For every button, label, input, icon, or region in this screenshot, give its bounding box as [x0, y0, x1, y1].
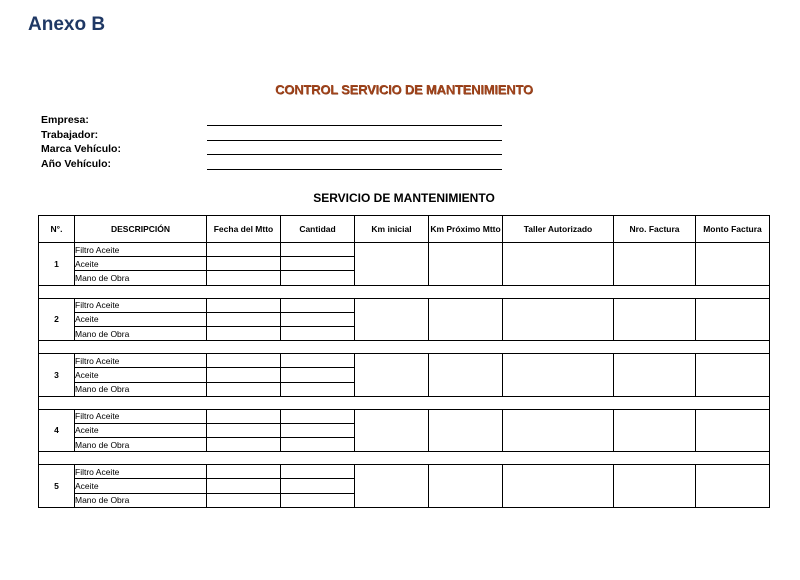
factura-cell[interactable] [614, 409, 696, 452]
km-inicial-cell[interactable] [355, 465, 429, 508]
km-proximo-cell[interactable] [429, 298, 503, 341]
description-cell: Aceite [75, 423, 207, 437]
row-number: 5 [39, 465, 75, 508]
fecha-cell[interactable] [207, 465, 281, 479]
km-inicial-cell[interactable] [355, 354, 429, 397]
cantidad-cell[interactable] [281, 465, 355, 479]
spacer-cell [39, 452, 770, 465]
km-proximo-cell[interactable] [429, 409, 503, 452]
header-fields [41, 113, 511, 171]
empresa-input-line[interactable] [207, 125, 502, 126]
monto-cell[interactable] [696, 465, 770, 508]
taller-cell[interactable] [503, 298, 614, 341]
fecha-cell[interactable] [207, 257, 281, 271]
column-header: Cantidad [281, 216, 355, 243]
description-cell: Mano de Obra [75, 493, 207, 507]
marca-vehiculo-input-line[interactable] [207, 154, 502, 155]
monto-cell[interactable] [696, 409, 770, 452]
fecha-cell[interactable] [207, 354, 281, 368]
monto-cell[interactable] [696, 354, 770, 397]
column-header: Fecha del Mtto [207, 216, 281, 243]
maintenance-table [38, 215, 770, 508]
description-cell: Mano de Obra [75, 271, 207, 285]
field-marca-vehiculo [41, 142, 511, 157]
fecha-cell[interactable] [207, 271, 281, 285]
table-row [39, 465, 770, 479]
fecha-cell[interactable] [207, 409, 281, 423]
km-proximo-cell[interactable] [429, 465, 503, 508]
row-number: 2 [39, 298, 75, 341]
fecha-cell[interactable] [207, 493, 281, 507]
fecha-cell[interactable] [207, 423, 281, 437]
group-spacer-row [39, 341, 770, 354]
km-proximo-cell[interactable] [429, 354, 503, 397]
cantidad-cell[interactable] [281, 354, 355, 368]
factura-cell[interactable] [614, 354, 696, 397]
trabajador-input-line[interactable] [207, 140, 502, 141]
taller-cell[interactable] [503, 409, 614, 452]
description-cell: Aceite [75, 368, 207, 382]
fecha-cell[interactable] [207, 243, 281, 257]
km-proximo-cell[interactable] [429, 243, 503, 286]
field-label: Empresa: [41, 114, 89, 126]
description-cell: Filtro Aceite [75, 354, 207, 368]
column-header: Monto Factura [696, 216, 770, 243]
cantidad-cell[interactable] [281, 368, 355, 382]
field-label: Marca Vehículo: [41, 143, 121, 155]
table-row [39, 243, 770, 257]
description-cell: Mano de Obra [75, 326, 207, 340]
description-cell: Aceite [75, 479, 207, 493]
cantidad-cell[interactable] [281, 326, 355, 340]
km-inicial-cell[interactable] [355, 298, 429, 341]
row-number: 3 [39, 354, 75, 397]
cantidad-cell[interactable] [281, 312, 355, 326]
ano-vehiculo-input-line[interactable] [207, 169, 502, 170]
fecha-cell[interactable] [207, 298, 281, 312]
description-cell: Filtro Aceite [75, 409, 207, 423]
column-header: Km Próximo Mtto [429, 216, 503, 243]
fecha-cell[interactable] [207, 312, 281, 326]
taller-cell[interactable] [503, 354, 614, 397]
description-cell: Aceite [75, 312, 207, 326]
description-cell: Filtro Aceite [75, 465, 207, 479]
factura-cell[interactable] [614, 243, 696, 286]
column-header: Nro. Factura [614, 216, 696, 243]
cantidad-cell[interactable] [281, 423, 355, 437]
field-trabajador [41, 128, 511, 143]
cantidad-cell[interactable] [281, 271, 355, 285]
column-header: DESCRIPCIÓN [75, 216, 207, 243]
field-label: Año Vehículo: [41, 157, 112, 170]
fecha-cell[interactable] [207, 326, 281, 340]
monto-cell[interactable] [696, 243, 770, 286]
spacer-cell [39, 396, 770, 409]
fecha-cell[interactable] [207, 438, 281, 452]
km-inicial-cell[interactable] [355, 409, 429, 452]
cantidad-cell[interactable] [281, 409, 355, 423]
spacer-cell [39, 341, 770, 354]
cantidad-cell[interactable] [281, 479, 355, 493]
fecha-cell[interactable] [207, 368, 281, 382]
group-spacer-row [39, 452, 770, 465]
cantidad-cell[interactable] [281, 298, 355, 312]
group-spacer-row [39, 396, 770, 409]
cantidad-cell[interactable] [281, 493, 355, 507]
description-cell: Aceite [75, 257, 207, 271]
group-spacer-row [39, 285, 770, 298]
field-ano-vehiculo [41, 157, 511, 172]
factura-cell[interactable] [614, 465, 696, 508]
table-row [39, 409, 770, 423]
spacer-cell [39, 285, 770, 298]
taller-cell[interactable] [503, 465, 614, 508]
cantidad-cell[interactable] [281, 257, 355, 271]
table-row [39, 298, 770, 312]
field-label: Trabajador: [41, 128, 99, 141]
table-header-row [39, 216, 770, 243]
table-body [39, 243, 770, 508]
description-cell: Mano de Obra [75, 382, 207, 396]
taller-cell[interactable] [503, 243, 614, 286]
form-title: CONTROL SERVICIO DE MANTENIMIENTO [275, 82, 533, 97]
column-header: N°. [39, 216, 75, 243]
description-cell: Filtro Aceite [75, 298, 207, 312]
km-inicial-cell[interactable] [355, 243, 429, 286]
monto-cell[interactable] [696, 298, 770, 341]
fecha-cell[interactable] [207, 382, 281, 396]
annex-title: Anexo B [28, 14, 106, 35]
table-title: SERVICIO DE MANTENIMIENTO [313, 191, 495, 205]
fecha-cell[interactable] [207, 479, 281, 493]
column-header: Taller Autorizado [503, 216, 614, 243]
description-cell: Mano de Obra [75, 438, 207, 452]
column-header: Km inicial [355, 216, 429, 243]
row-number: 1 [39, 243, 75, 286]
row-number: 4 [39, 409, 75, 452]
cantidad-cell[interactable] [281, 243, 355, 257]
table-row [39, 354, 770, 368]
cantidad-cell[interactable] [281, 382, 355, 396]
description-cell: Filtro Aceite [75, 243, 207, 257]
factura-cell[interactable] [614, 298, 696, 341]
cantidad-cell[interactable] [281, 438, 355, 452]
field-empresa [41, 113, 511, 128]
